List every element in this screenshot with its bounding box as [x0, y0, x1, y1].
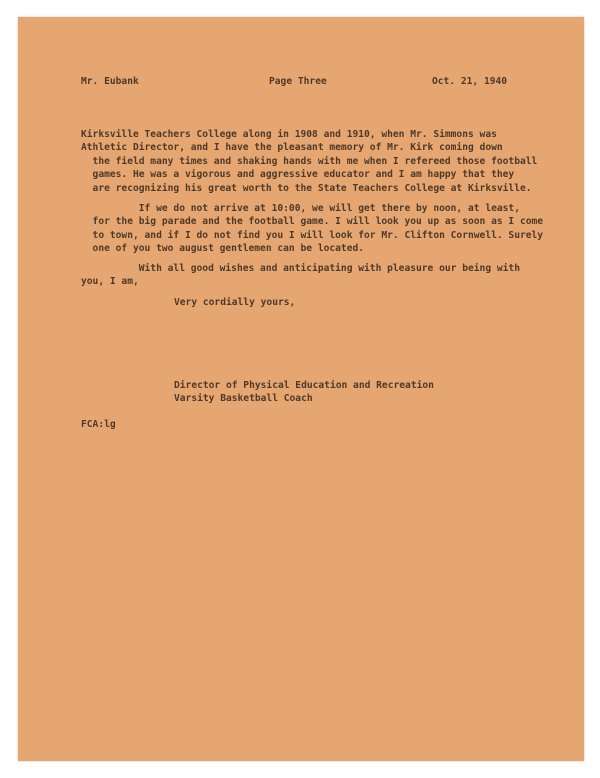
reference-initials: FCA:lg [81, 419, 116, 430]
closing-salutation: Very cordially yours, [174, 297, 296, 308]
body-paragraph-3: With all good wishes and anticipating with pleasure our being with you, I am, [81, 263, 520, 288]
body-paragraph-1: Kirksville Teachers College along in 1908 and 1910, when Mr. Simmons was Athletic Director, and I have the pleasant memory of Mr. Kirk coming down the field many times and shaking hands with me when I refereed those football games. He was a vigorous and aggressive educator and I am happy that they are recognizing his great worth to the State Teachers College at Kirksville. [81, 129, 538, 194]
addressee-header: Mr. Eubank [81, 76, 139, 87]
page-number-header: Page Three [269, 76, 327, 87]
date-header: Oct. 21, 1940 [432, 76, 508, 87]
signature-block: Director of Physical Education and Recreation Varsity Basketball Coach [174, 380, 434, 405]
body-paragraph-2: If we do not arrive at 10:00, we will get there by noon, at least, for the big parade and the football game. I will look you up as soon as I come to town, and if I do not find you I will look for Mr. Clifton Cornwell. Surely one of you two august gentlemen can be located. [92, 203, 544, 255]
letter-page [18, 17, 584, 761]
